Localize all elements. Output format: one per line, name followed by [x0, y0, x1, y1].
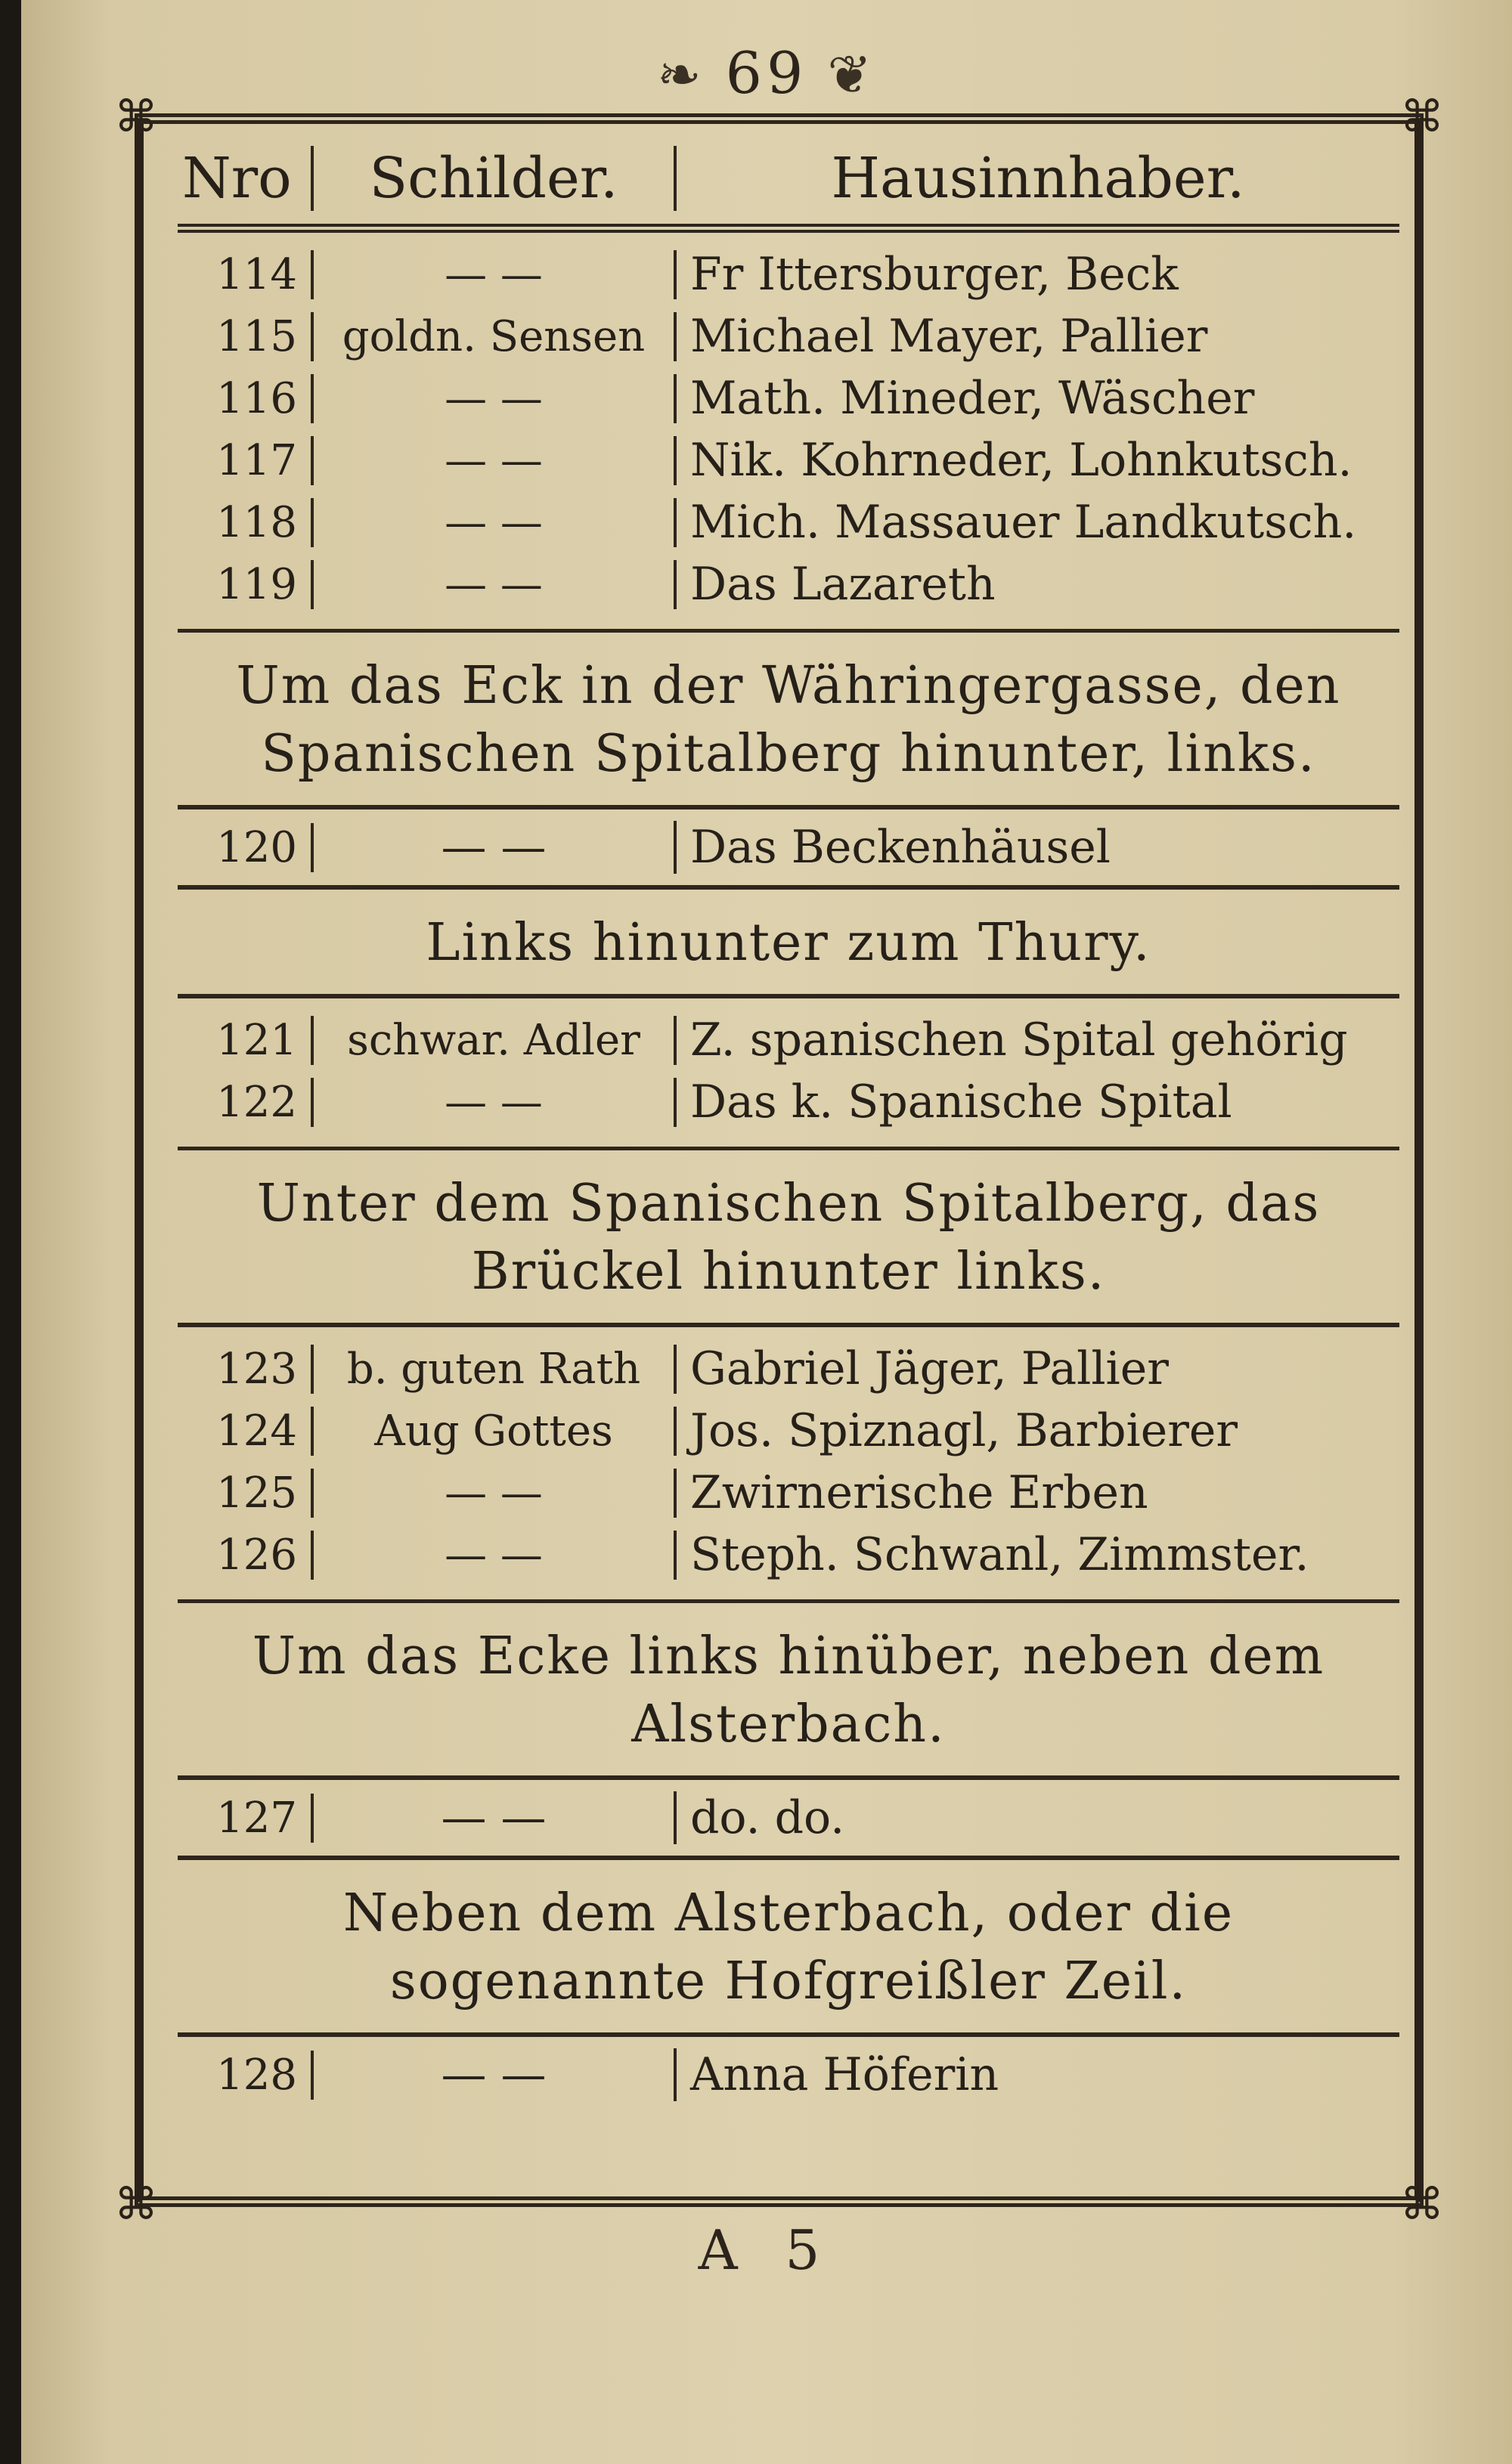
table-row: [178, 553, 1399, 615]
column-header-hausinnhaber: Hausinnhaber.: [831, 146, 1245, 211]
house-sign: goldn. Sensen: [314, 312, 677, 361]
house-sign: schwar. Adler: [314, 1016, 677, 1065]
house-sign: — —: [314, 250, 677, 299]
house-sign: b. guten Rath: [314, 1345, 677, 1394]
row-group-1: [178, 233, 1399, 633]
house-sign: — —: [314, 1791, 677, 1844]
house-number: 124: [178, 1407, 314, 1456]
table-row: [178, 1338, 1399, 1400]
street-heading: Neben dem Alsterbach, oder die sogenannte Hofgreißler Zeil.: [178, 1860, 1399, 2037]
table-header: [178, 133, 1399, 233]
corner-ornament-icon: ⌘: [1400, 2178, 1444, 2230]
house-number: 117: [178, 436, 314, 485]
book-page: [21, 0, 1512, 2464]
house-number: 127: [178, 1794, 314, 1843]
house-sign: — —: [314, 2048, 677, 2101]
table-row: [178, 305, 1399, 367]
table-body: [178, 133, 1399, 2113]
table-row: [178, 1462, 1399, 1524]
house-owner: Das Lazareth: [690, 558, 996, 611]
signature-mark: A 5: [698, 2218, 835, 2282]
house-sign: — —: [314, 374, 677, 423]
house-owner: Z. spanischen Spital gehörig: [690, 1014, 1348, 1066]
house-number: 120: [178, 823, 314, 872]
house-number: 116: [178, 374, 314, 423]
house-owner: Das Beckenhäusel: [690, 821, 1111, 874]
house-owner: Das k. Spanische Spital: [690, 1076, 1232, 1128]
column-header-nr: Nro: [178, 146, 314, 211]
house-sign: — —: [314, 821, 677, 874]
house-owner: do. do.: [690, 1791, 845, 1844]
street-heading: Um das Ecke links hinüber, neben dem Alsterbach.: [178, 1603, 1399, 1780]
house-sign: — —: [314, 498, 677, 547]
house-number: 119: [178, 560, 314, 609]
house-number: 128: [178, 2051, 314, 2100]
table-row: [178, 367, 1399, 429]
street-heading: Unter dem Spanischen Spitalberg, das Brückel hinunter links.: [178, 1150, 1399, 1327]
house-owner: Gabriel Jäger, Pallier: [690, 1342, 1169, 1395]
table-frame: [114, 91, 1444, 2230]
row-group-2: [178, 998, 1399, 1150]
table-row: [178, 1780, 1399, 1860]
house-owner: Mich. Massauer Landkutsch.: [690, 496, 1357, 549]
table-row: [178, 491, 1399, 553]
street-heading: Links hinunter zum Thury.: [178, 890, 1399, 998]
table-row: [178, 1071, 1399, 1133]
house-sign: — —: [314, 1078, 677, 1127]
corner-ornament-icon: ⌘: [1400, 91, 1444, 142]
house-owner: Jos. Spiznagl, Barbierer: [690, 1404, 1238, 1457]
table-row: [178, 809, 1399, 890]
table-row: [178, 2037, 1399, 2113]
house-number: 125: [178, 1469, 314, 1518]
house-sign: — —: [314, 1469, 677, 1518]
house-number: 115: [178, 312, 314, 361]
row-group-3: [178, 1327, 1399, 1603]
street-heading: Um das Eck in der Währingergasse, den Spanischen Spitalberg hinunter, links.: [178, 633, 1399, 809]
corner-ornament-icon: ⌘: [114, 2178, 158, 2230]
house-number: 114: [178, 250, 314, 299]
house-owner: Steph. Schwanl, Zimmster.: [690, 1528, 1309, 1581]
house-number: 126: [178, 1531, 314, 1580]
house-sign: — —: [314, 560, 677, 609]
house-owner: Fr Ittersburger, Beck: [690, 248, 1179, 301]
house-number: 121: [178, 1016, 314, 1065]
house-owner: Anna Höferin: [690, 2048, 999, 2101]
table-row: [178, 1524, 1399, 1586]
ornament-left-icon: ❧: [656, 44, 706, 106]
column-header-schilder: Schilder.: [314, 146, 677, 211]
table-row: [178, 1009, 1399, 1071]
house-sign: — —: [314, 436, 677, 485]
house-number: 123: [178, 1345, 314, 1394]
house-owner: Michael Mayer, Pallier: [690, 310, 1208, 363]
house-sign: — —: [314, 1531, 677, 1580]
house-owner: Nik. Kohrneder, Lohnkutsch.: [690, 434, 1352, 487]
table-row: [178, 1400, 1399, 1462]
house-owner: Math. Mineder, Wäscher: [690, 372, 1255, 425]
table-row: [178, 243, 1399, 305]
house-sign: Aug Gottes: [314, 1407, 677, 1456]
house-number: 118: [178, 498, 314, 547]
house-owner: Zwirnerische Erben: [690, 1466, 1148, 1519]
house-number: 122: [178, 1078, 314, 1127]
table-row: [178, 429, 1399, 491]
corner-ornament-icon: ⌘: [114, 91, 158, 142]
page-number: 69: [725, 39, 808, 107]
ornament-right-icon: ❦: [827, 44, 877, 106]
